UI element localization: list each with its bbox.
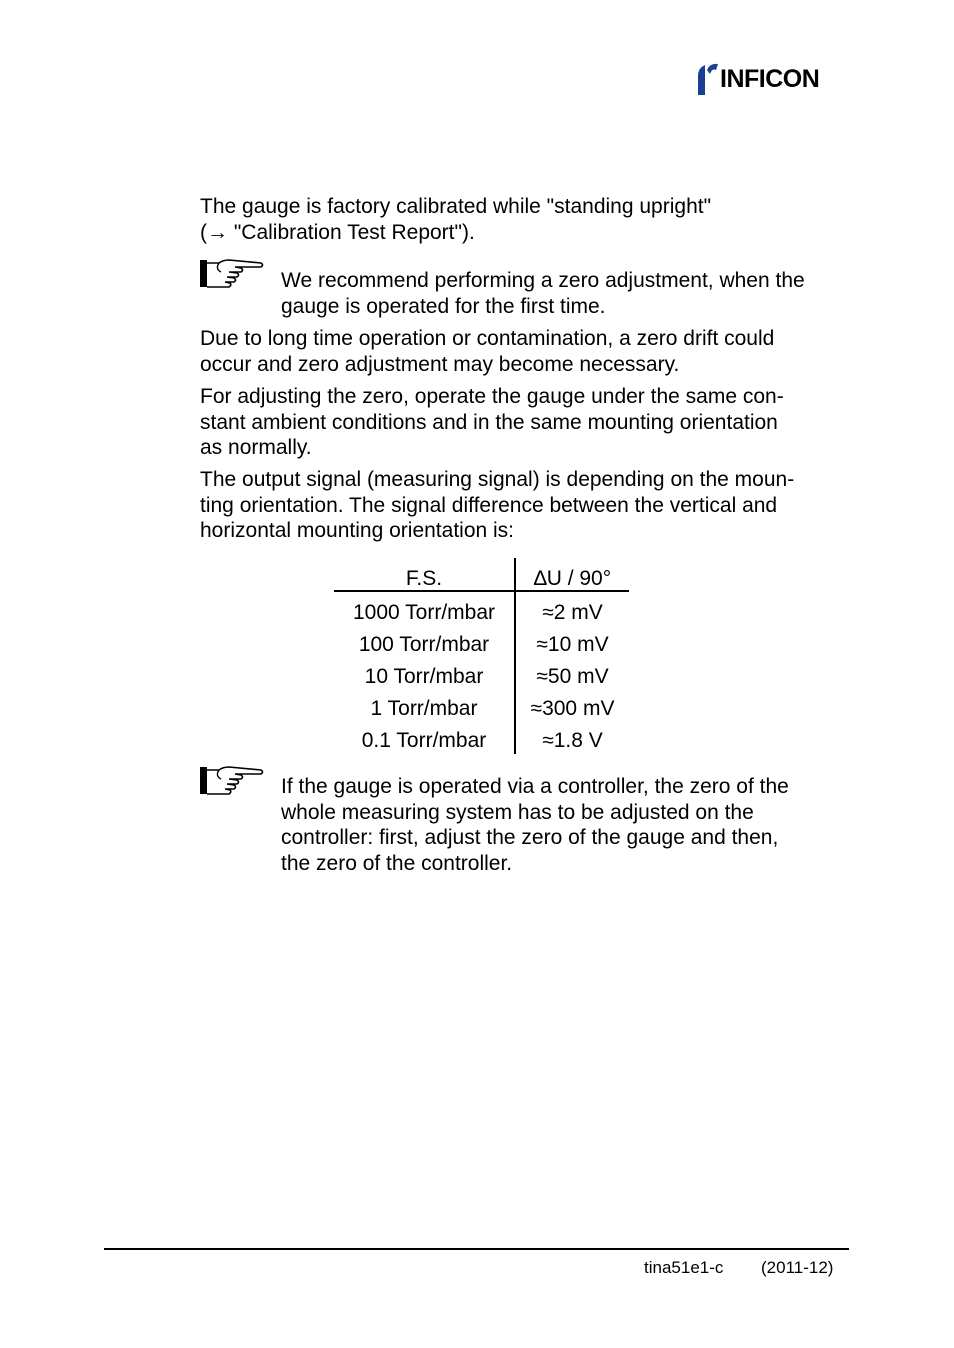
pointing-hand-icon bbox=[199, 259, 265, 289]
table-header-fs: F.S. bbox=[405, 567, 443, 590]
para3-line-3: as normally. bbox=[200, 436, 312, 459]
para2-line-2: occur and zero adjustment may become necessary. bbox=[200, 352, 680, 376]
para4-line-1: The output signal (measuring signal) is depending on the moun- bbox=[200, 468, 795, 491]
pointing-hand-icon bbox=[199, 766, 265, 796]
intro-paragraph bbox=[200, 194, 850, 245]
para3-line-2: stant ambient conditions and in the same mounting orientation bbox=[200, 410, 778, 434]
note-2-text bbox=[281, 774, 851, 876]
table-cell-fs: 1 Torr/mbar bbox=[370, 697, 478, 720]
note-1-line-2: gauge is operated for the first time. bbox=[281, 294, 606, 318]
table-header-delta-u: ∆U / 90° bbox=[533, 567, 612, 590]
table-cell-fs: 10 Torr/mbar bbox=[364, 665, 484, 688]
zero-drift-paragraph bbox=[200, 326, 850, 377]
inficon-logo-mark-icon bbox=[694, 62, 720, 96]
para4-line-3: horizontal mounting orientation is: bbox=[200, 519, 515, 542]
note-2-line-3: controller: first, adjust the zero of the gauge and then, bbox=[281, 826, 779, 849]
intro-line-1: The gauge is factory calibrated while "standing upright" bbox=[200, 195, 712, 218]
output-signal-paragraph bbox=[200, 467, 850, 544]
table-cell-delta-u: ≈10 mV bbox=[536, 633, 609, 656]
table-cell-delta-u: ≈1.8 V bbox=[542, 729, 603, 752]
adjusting-zero-paragraph bbox=[200, 384, 850, 461]
para2-line-1: Due to long time operation or contamination, a zero drift could bbox=[200, 327, 775, 350]
inficon-logo bbox=[694, 62, 846, 96]
footer-rule bbox=[104, 1248, 849, 1250]
para4-line-2: ting orientation. The signal difference between the vertical and bbox=[200, 493, 778, 517]
signal-difference-table bbox=[334, 558, 629, 754]
para3-line-1: For adjusting the zero, operate the gauge under the same con- bbox=[200, 385, 784, 408]
table-cell-delta-u: ≈50 mV bbox=[536, 665, 609, 688]
table-cell-fs: 1000 Torr/mbar bbox=[352, 601, 496, 624]
table-cell-delta-u: ≈2 mV bbox=[542, 601, 603, 624]
table-cell-fs: 0.1 Torr/mbar bbox=[361, 729, 487, 752]
footer-document-id: tina51e1-c bbox=[644, 1258, 724, 1277]
intro-line-2: (→ "Calibration Test Report"). bbox=[200, 220, 475, 244]
note-1-line-1: We recommend performing a zero adjustment, when the bbox=[281, 269, 805, 292]
note-2-line-4: the zero of the controller. bbox=[281, 851, 513, 875]
note-2-line-2: whole measuring system has to be adjusted on the bbox=[281, 800, 754, 824]
table-cell-delta-u: ≈300 mV bbox=[530, 697, 615, 720]
note-2-line-1: If the gauge is operated via a controller, the zero of the bbox=[281, 775, 789, 798]
footer-date: (2011-12) bbox=[761, 1258, 834, 1277]
table-cell-fs: 100 Torr/mbar bbox=[358, 633, 490, 656]
note-1-text bbox=[281, 268, 851, 319]
logo-text: INFICON bbox=[720, 65, 820, 93]
